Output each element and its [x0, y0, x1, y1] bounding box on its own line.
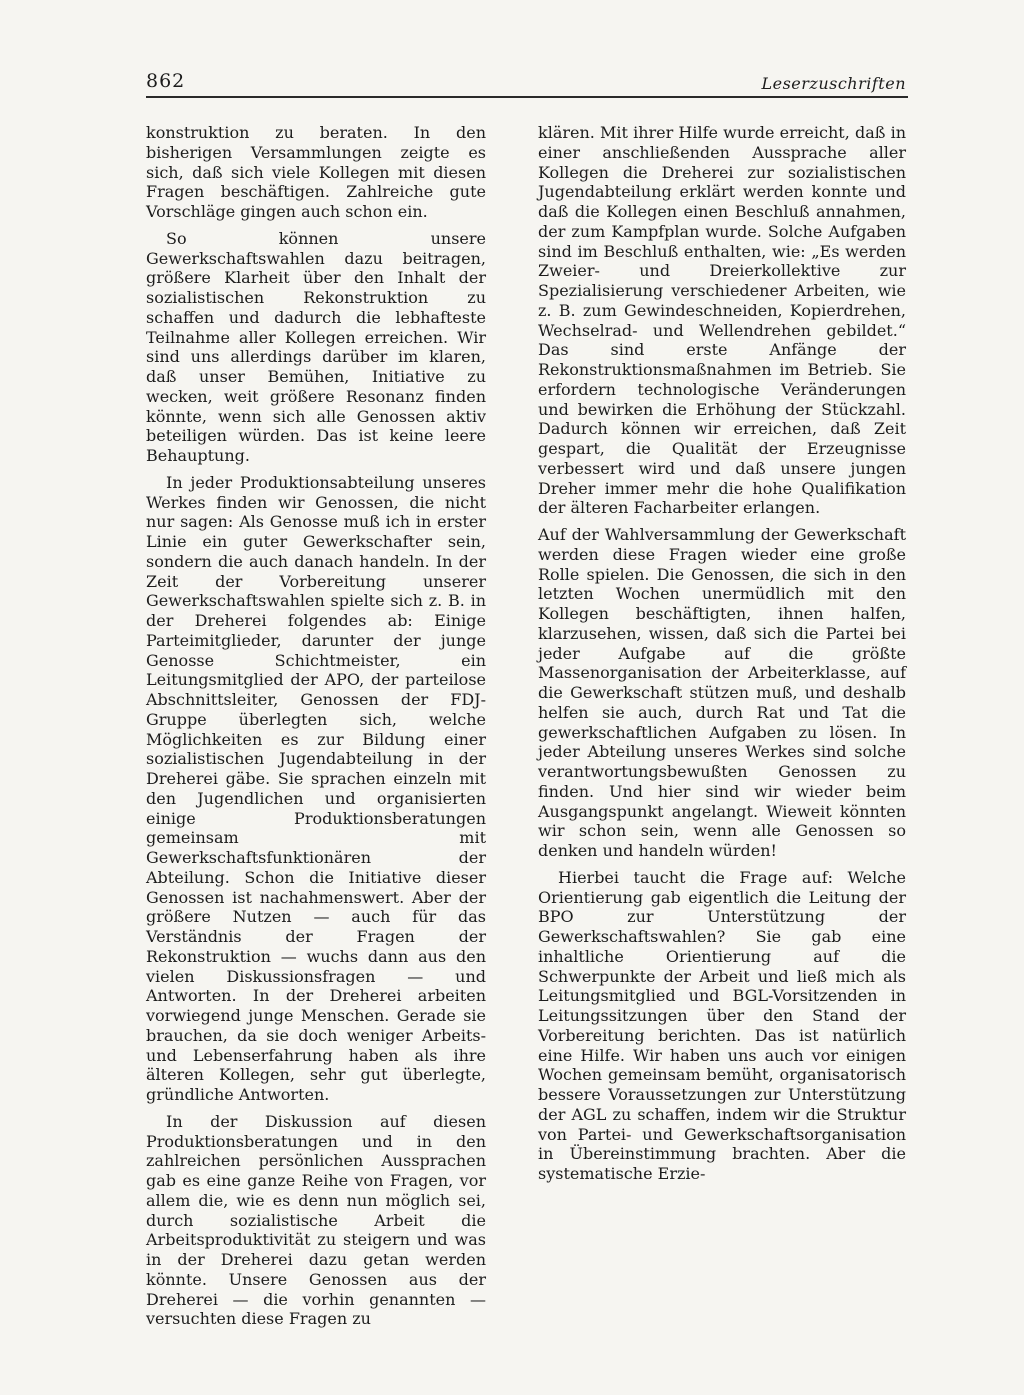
paragraph: konstruktion zu beraten. In den bisherigen Versammlungen zeigte es sich, daß sich viele Kollegen mit diesen Fragen beschäftigen. Zahlreiche gute Vorschläge gingen auch schon ein. — [146, 123, 486, 221]
paragraph: In der Diskussion auf diesen Produktionsberatungen und in den zahlreichen persönlichen Aussprachen gab es eine ganze Reihe von Fragen, vor allem die, wie es denn nun möglich sei, durch sozialistische Arbeit die Arbeitsproduktivität zu steigern und was in der Dreherei dazu getan werden könnte. Unsere Genossen aus der Dreherei — die vorhin genannten — versuchten diese Fragen zu — [146, 1111, 486, 1329]
paragraph: Auf der Wahlversammlung der Gewerkschaft werden diese Fragen wieder eine große Rolle spielen. Die Genossen, die sich in den letzten Wochen unermüdlich mit den Kollegen beschäftigten, ihnen halfen, klarzusehen, wissen, daß sich die Partei bei jeder Aufgabe auf die größte Massenorganisation der Arbeiterklasse, auf die Gewerkschaft stützen muß, und deshalb helfen sie auch, durch Rat und Tat die gewerkschaftlichen Aufgaben zu lösen. In jeder Abteilung unseres Werkes sind solche verantwortungsbewußten Genossen zu finden. Und hier sind wir wieder beim Ausgangspunkt angelangt. Wieweit könnten wir schon sein, wenn alle Genossen so denken und handeln würden! — [538, 525, 906, 860]
paragraph: So können unsere Gewerkschaftswahlen dazu beitragen, größere Klarheit über den Inhalt der sozialistischen Rekonstruktion zu schaffen und dadurch die lebhafteste Teilnahme aller Kollegen erreichen. Wir sind uns allerdings darüber im klaren, daß unser Bemühen, Initiative zu wecken, weit größere Resonanz finden könnte, wenn sich alle Genossen aktiv beteiligen würden. Das ist keine leere Behauptung. — [146, 228, 486, 465]
right-column — [538, 123, 906, 1191]
paragraph: In jeder Produktionsabteilung unseres Werkes finden wir Genossen, die nicht nur sagen: Als Genosse muß ich in erster Linie ein guter Gewerkschafter sein, sondern die auch danach handeln. In der Zeit der Vorbereitung unserer Gewerkschaftswahlen spielte sich z. B. in der Dreherei folgendes ab: Einige Parteimitglieder, darunter der junge Genosse Schichtmeister, ein Leitungsmitglied der APO, der parteilose Abschnittsleiter, Genossen der FDJ-Gruppe überlegten sich, welche Möglichkeiten es zur Bildung einer sozialistischen Jugendabteilung in der Dreherei gäbe. Sie sprachen einzeln mit den Jugendlichen und organisierten einige Produktionsberatungen gemeinsam mit Gewerkschaftsfunktionären der Abteilung. Schon die Initiative dieser Genossen ist nachahmenswert. Aber der größere Nutzen — auch für das Verständnis der Fragen der Rekonstruktion — wuchs dann aus den vielen Diskussionsfragen — und Antworten. In der Dreherei arbeiten vorwiegend junge Menschen. Gerade sie brauchen, da sie doch weniger Arbeits- und Lebenserfahrung haben als ihre älteren Kollegen, sehr gut überlegte, gründliche Antworten. — [146, 472, 486, 1104]
paragraph: Hierbei taucht die Frage auf: Welche Orientierung gab eigentlich die Leitung der BPO zur Unterstützung der Gewerkschaftswahlen? Sie gab eine inhaltliche Orientierung auf die Schwerpunkte der Arbeit und ließ mich als Leitungsmitglied und BGL-Vorsitzenden in Leitungssitzungen über den Stand der Vorbereitung berichten. Das ist natürlich eine Hilfe. Wir haben uns auch vor einigen Wochen gemeinsam bemüht, organisatorisch bessere Voraussetzungen zur Unterstützung der AGL zu schaffen, indem wir die Struktur von Partei- und Gewerkschaftsorganisation in Übereinstimmung brachten. Aber die systematische Erzie- — [538, 867, 906, 1183]
page-number: 862 — [146, 70, 186, 92]
header-rule — [146, 96, 908, 98]
paragraph: klären. Mit ihrer Hilfe wurde erreicht, daß in einer anschließenden Aussprache aller Kollegen die Dreherei zur sozialistischen Jugendabteilung erklärt werden konnte und daß die Kollegen einen Beschluß annahmen, der zum Kampfplan wurde. Solche Aufgaben sind im Beschluß enthalten, wie: „Es werden Zweier- und Dreierkollektive zur Spezialisierung verschiedener Arbeiten, wie z. B. zum Gewindeschneiden, Kopierdrehen, Wechselrad- und Wellendrehen gebildet.“ Das sind erste Anfänge der Rekonstruktionsmaßnahmen im Betrieb. Sie erfordern technologische Veränderungen und bewirken die Erhöhung der Stückzahl. Dadurch können wir erreichen, daß Zeit gespart, die Qualität der Erzeugnisse verbessert wird und daß unsere jungen Dreher immer mehr die hohe Qualifikation der älteren Facharbeiter erlangen. — [538, 123, 906, 518]
running-head: Leserzuschriften — [761, 74, 906, 93]
left-column — [146, 123, 486, 1336]
